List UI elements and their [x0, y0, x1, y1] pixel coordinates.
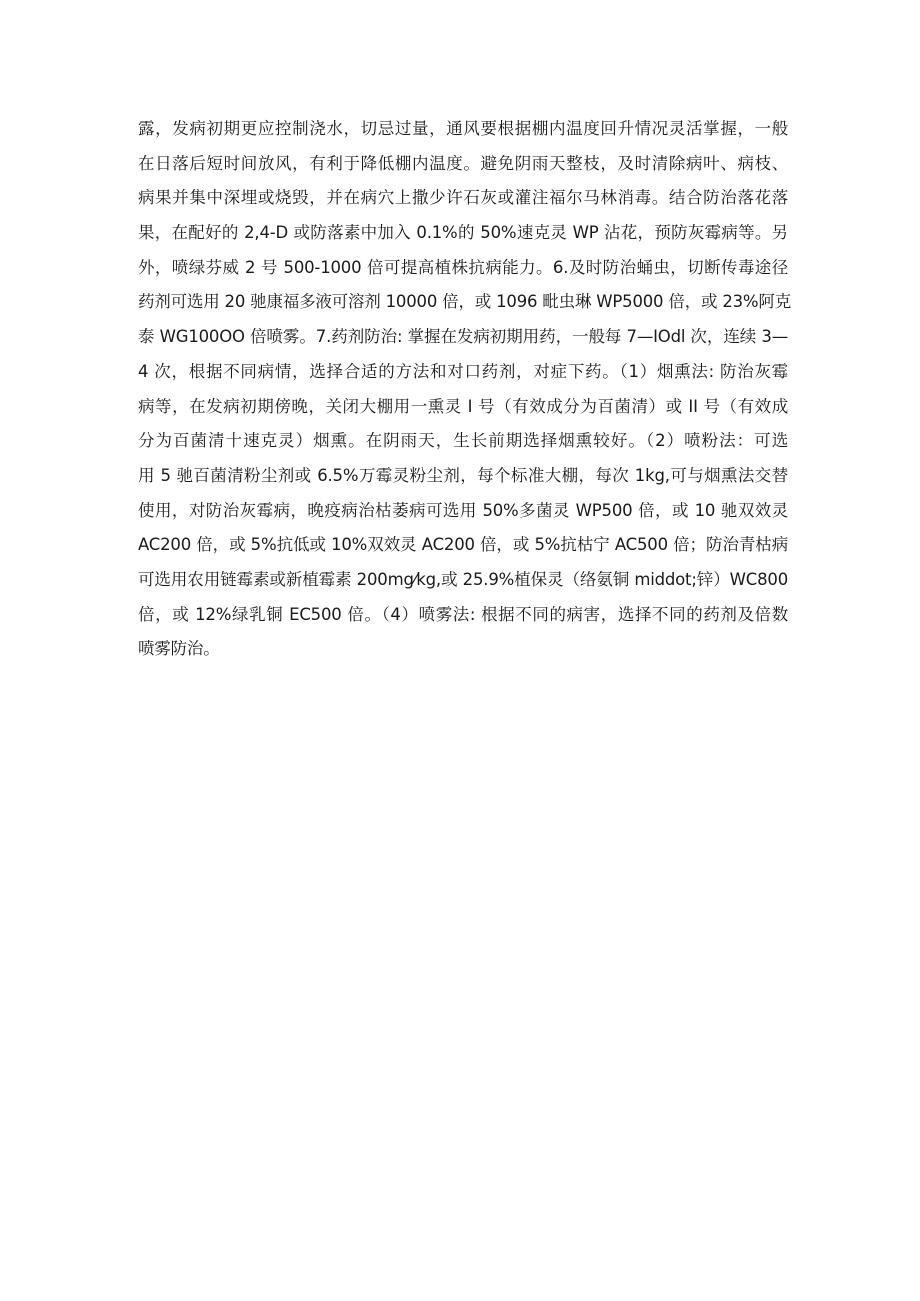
- text-line: 外，喷绿芬威 2 号 500-1000 倍可提高植株抗病能力。6.及时防治蛹虫，切断传毒途⁠径: [138, 257, 788, 277]
- text-line: 药剂可选用 20 驰康福多液可溶剂 10000 倍，或 1096 毗虫琳 WP5000 倍，或 23%阿克: [138, 292, 792, 312]
- text-line: 4 次，根据不同病情，选择合适的方法和对口药剂，对症下药。（1）烟熏法: 防治灰霉: [138, 361, 788, 381]
- text-line: 泰 WG100OO 倍喷雾。7.药剂防治: 掌握在发病初期用药，一般每 7—IOdl 次，连续 3—: [138, 327, 788, 347]
- text-line: 可选用农用链霉素或新植霉素 200mg⁄kg,或 25.9%植保灵（络氨铜 middot;锌）WC800: [138, 569, 788, 589]
- text-line: 在日落后短时间放风，有利于降低棚内温度。避免阴雨天整枝，及时清除病叶、病枝、: [138, 153, 788, 173]
- body-paragraph: [138, 112, 792, 667]
- text-line: AC200 倍，或 5%抗低或 10%双效灵 AC200 倍，或 5%抗枯宁 AC500 倍；防治青枯病: [138, 535, 788, 555]
- text-line: 果，在配好的 2,4-D 或防落素中加入 0.1%的 50%速克灵 WP 沾花，预防灰霉病等。另: [138, 223, 788, 243]
- text-line: 露，发病初期更应控制浇水，切忌过量，通风要根据棚内温度回升情况灵活掌握，一般: [138, 119, 788, 138]
- text-line: 病果并集中深埋或烧毁，并在病穴上撒少许石灰或灌注福尔马林消毒。结合防治落花落: [138, 188, 788, 208]
- text-line: 使用，对防治灰霉病，晚疫病治枯萎病可选用 50%多菌灵 WP500 倍，或 10 驰双效灵: [138, 500, 788, 520]
- text-line: 病等，在发病初期傍晚，关闭大棚用一熏灵 I 号（有效成分为百菌清）或 II 号（有效成: [138, 396, 788, 416]
- text-line: 倍，或 12%绿乳铜 EC500 倍。（4）喷雾法: 根据不同的病害，选择不同的药剂及倍数: [138, 604, 788, 624]
- text-line: 喷雾防治。: [138, 639, 220, 659]
- text-line: 分为百菌清十速克灵）烟熏。在阴雨天，生长前期选择烟熏较好。（2）喷粉法：可选: [138, 431, 788, 451]
- text-line: 用 5 驰百菌清粉尘剂或 6.5%万霉灵粉尘剂，每个标准大棚，每次 1kg,可与烟熏法交替: [138, 465, 788, 485]
